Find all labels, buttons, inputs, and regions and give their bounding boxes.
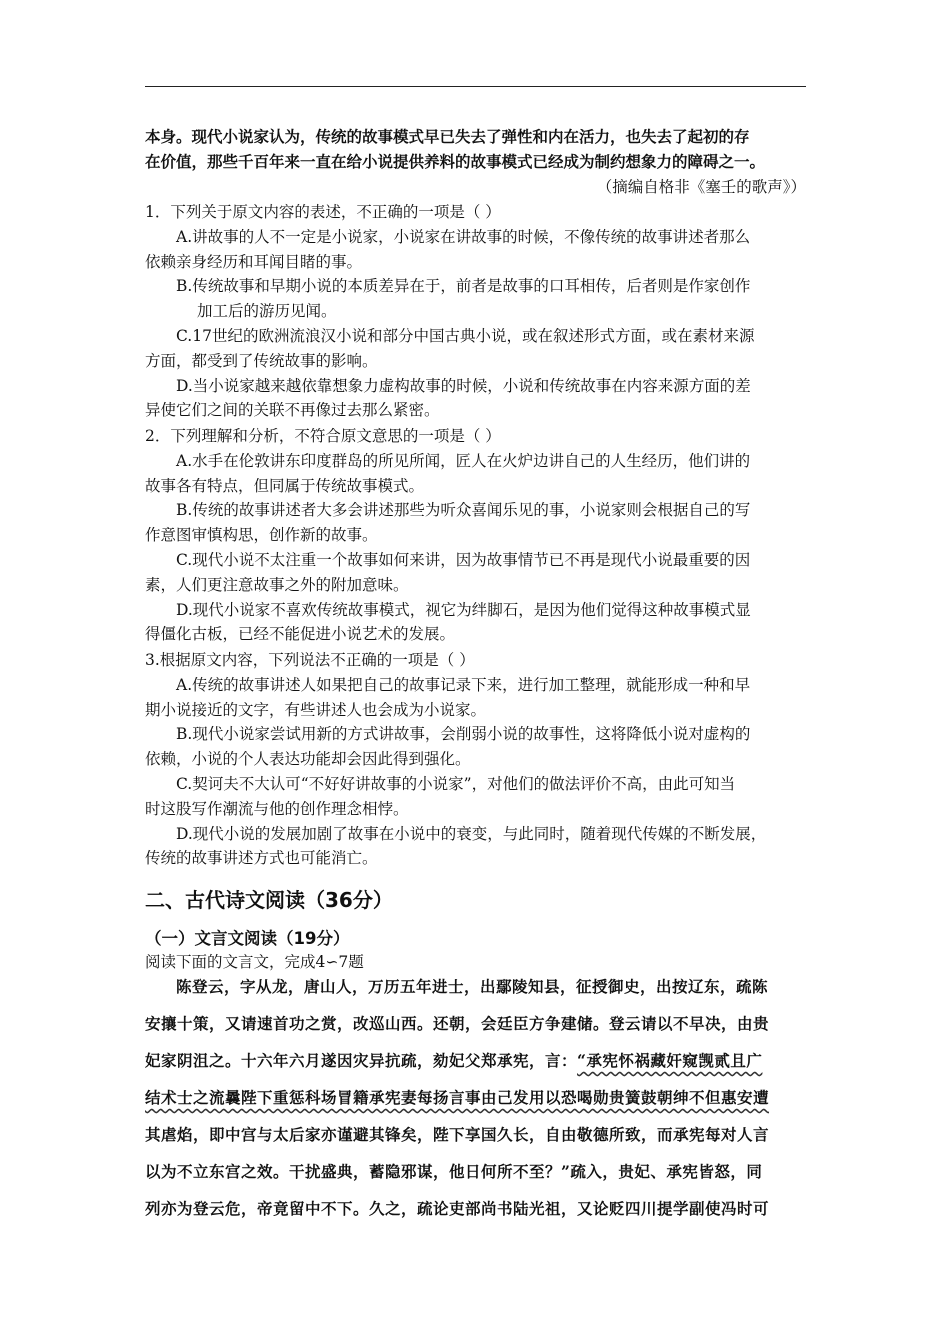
question-3 — [145, 648, 806, 871]
punctuation-task-text: “承宪怀祸藏奸窥觊贰且广 — [577, 1051, 763, 1070]
option-c: C.契诃夫不大认可“不好好讲故事的小说家”，对他们的做法评价不高，由此可知当 — [176, 774, 736, 793]
classical-line: 列亦为登云危，帝竟留中不下。久之，疏论吏部尚书陆光祖，又论贬四川提学副使冯时可 — [145, 1199, 770, 1218]
option-b: B.传统的故事讲述者大多会讲述那些为听众喜闻乐见的事，小说家则会根据自己的写 — [176, 501, 751, 520]
reading-instruction: 阅读下面的文言文，完成4∽7题 — [145, 953, 364, 971]
option-b-cont: 作意图审慎构思，创作新的故事。 — [145, 526, 378, 545]
option-a: A.水手在伦敦讲东印度群岛的所见所闻，匠人在火炉边讲自己的人生经历，他们讲的 — [176, 451, 751, 470]
subsection-heading: （一）文言文阅读（19分） — [145, 929, 350, 948]
classical-line: 以为不立东宫之效。干扰盛典，蓄隐邪谋，他日何所不至？”疏入，贵妃、承宪皆怒，同 — [145, 1162, 763, 1181]
option-a-cont: 期小说接近的文字，有些讲述人也会成为小说家。 — [145, 700, 487, 719]
option-c: C.现代小说不太注重一个故事如何来讲，因为故事情节已不再是现代小说最重要的因 — [176, 550, 751, 569]
option-d-cont: 传统的故事讲述方式也可能消亡。 — [145, 849, 378, 868]
section-heading: 二、古代诗文阅读（36分） — [145, 888, 393, 912]
option-c-cont: 素，人们更注意故事之外的附加意味。 — [145, 575, 409, 594]
passage-line: 在价值，那些千百年来一直在给小说提供养料的故事模式已经成为制约想象力的障碍之一。 — [145, 151, 766, 171]
passage-line: 本身。现代小说家认为，传统的故事模式早已失去了弹性和内在活力，也失去了起初的存 — [145, 127, 750, 146]
passage-source — [145, 175, 806, 200]
option-a-cont: 故事各有特点，但同属于传统故事模式。 — [145, 476, 425, 495]
punctuation-task-line: 结术士之流曩陛下重惩科场冒籍承宪妻每扬言事由己发用以恐喝勋贵簧鼓朝绅不但惠安遭 — [145, 1088, 770, 1107]
option-d-cont: 异使它们之间的关联不再像过去那么紧密。 — [145, 401, 440, 420]
question-1 — [145, 200, 806, 423]
option-b: B.现代小说家尝试用新的方式讲故事，会削弱小说的故事性，这将降低小说对虚构的 — [176, 725, 751, 744]
passage-ending — [145, 125, 806, 175]
classical-line: 陈登云，字从龙，唐山人，万历五年进士，出鄢陵知县，征授御史，出按辽东，疏陈 — [176, 977, 769, 996]
question-stem: 3.根据原文内容，下列说法不正确的一项是（ ） — [145, 651, 475, 669]
question-stem: 1．下列关于原文内容的表述，不正确的一项是（ ） — [145, 203, 501, 221]
question-stem: 2．下列理解和分析，不符合原文意思的一项是（ ） — [145, 427, 501, 445]
classical-line: 其虐焰，即中宫与太后家亦谨避其锋矣，陛下享国久长，自由敬德所致，而承宪每对人言 — [145, 1125, 770, 1144]
option-b-cont: 加工后的游历见闻。 — [197, 302, 337, 321]
classical-line: 安攘十策，又请速首功之赏，改巡山西。还朝，会廷臣方争建储。登云请以不早决，由贵 — [145, 1014, 770, 1033]
classical-line-text: 妃家阴沮之。十六年六月遂因灾异抗疏，劾妃父郑承宪，言： — [145, 1051, 578, 1070]
option-b-cont: 依赖，小说的个人表达功能却会因此得到强化。 — [145, 750, 471, 769]
source-citation: （摘编自格非《塞壬的歌声》） — [596, 178, 806, 196]
question-2 — [145, 424, 806, 647]
option-c: C.17世纪的欧洲流浪汉小说和部分中国古典小说，或在叙述形式方面，或在素材来源 — [176, 326, 755, 345]
classical-passage — [145, 968, 806, 1227]
option-a: A.传统的故事讲述人如果把自己的故事记录下来，进行加工整理，就能形成一种和早 — [176, 675, 751, 694]
classical-line — [145, 1042, 806, 1079]
option-a: A.讲故事的人不一定是小说家，小说家在讲故事的时候，不像传统的故事讲述者那么 — [176, 227, 751, 246]
option-d: D.当小说家越来越依靠想象力虚构故事的时候，小说和传统故事在内容来源方面的差 — [176, 376, 751, 395]
option-d-cont: 得僵化古板，已经不能促进小说艺术的发展。 — [145, 625, 456, 644]
header-rule — [145, 86, 806, 87]
option-d: D.现代小说的发展加剧了故事在小说中的衰变，与此同时，随着现代传媒的不断发展， — [176, 824, 767, 843]
option-c-cont: 方面，都受到了传统故事的影响。 — [145, 351, 378, 370]
option-b: B.传统故事和早期小说的本质差异在于，前者是故事的口耳相传，后者则是作家创作 — [176, 277, 751, 296]
option-a-cont: 依赖亲身经历和耳闻目睹的事。 — [145, 252, 363, 271]
option-d: D.现代小说家不喜欢传统故事模式，视它为绊脚石，是因为他们觉得这种故事模式显 — [176, 600, 751, 619]
option-c-cont: 时这股写作潮流与他的创作理念相悖。 — [145, 799, 409, 818]
